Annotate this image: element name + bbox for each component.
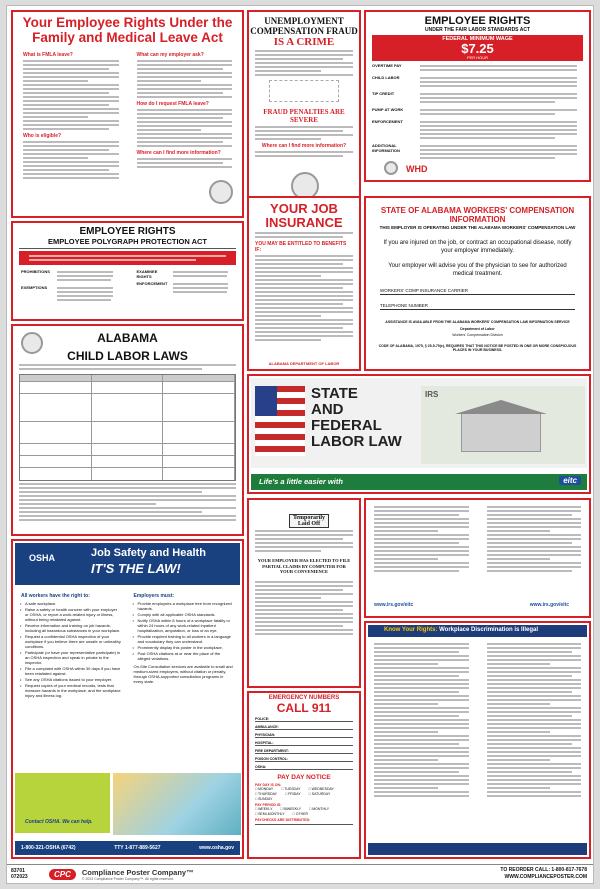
flsa-label-pump: PUMP AT WORK: [372, 107, 404, 112]
workers-comp-physician-text: Your employer will advise you of the physician to see for authorized medical treatment.: [388, 263, 567, 277]
wage-label: FEDERAL MINIMUM WAGE: [442, 36, 513, 42]
whd-logo: WHD: [406, 164, 428, 174]
polygraph-label-exemptions: EXEMPTIONS: [21, 285, 48, 290]
job-insurance-title: YOUR JOB INSURANCE: [265, 201, 343, 230]
minimum-wage-bar: [372, 35, 583, 61]
payday-day-checkbox[interactable]: □ MONDAY: [255, 787, 274, 791]
alabama-seal-icon: [21, 332, 43, 354]
fraud-panel: [247, 10, 361, 218]
labor-law-poster: [6, 5, 594, 884]
brand-block: [82, 868, 194, 881]
payday-period-checkbox[interactable]: □ BIWEEKLY: [280, 807, 302, 811]
polygraph-label-examinee: EXAMINEE RIGHTS: [136, 269, 158, 279]
discrimination-panel: [364, 621, 591, 859]
payday-period-checkbox[interactable]: □ MONTHLY: [309, 807, 330, 811]
fraud-penalties: FRAUD PENALTIES ARE SEVERE: [263, 108, 345, 124]
flag-illustration: [251, 378, 587, 468]
fmla-panel: [11, 10, 244, 218]
laid-off-tag: Temporarily Laid Off: [289, 514, 329, 528]
payday-day-checkbox[interactable]: □ FRIDAY: [285, 792, 301, 796]
flsa-label-tip-credit: TIP CREDIT: [372, 91, 395, 96]
emergency-title: EMERGENCY NUMBERS: [268, 695, 340, 701]
eitc-banner: Life's a little easier with eitc: [251, 474, 587, 490]
child-labor-state: ALABAMA: [97, 331, 158, 345]
fraud-illustration: [269, 80, 339, 102]
workers-comp-carrier-field[interactable]: WORKERS' COMP INSURANCE CARRIER: [380, 288, 575, 295]
fmla-heading-request: How do I request FMLA leave?: [136, 101, 209, 107]
payday-paychecks-label: PAYCHECKS ARE DISTRIBUTED:: [255, 818, 311, 822]
osha-phone: 1-800-321-OSHA (6742): [21, 845, 76, 851]
osha-employer-duty: • Provide employees a workplace free from recognized hazards.: [138, 601, 235, 611]
osha-banner-law: IT'S THE LAW!: [91, 561, 181, 576]
laid-off-panel: [247, 498, 361, 688]
eitc-info-panel: [364, 498, 591, 618]
flsa-subtitle: UNDER THE FAIR LABOR STANDARDS ACT: [425, 27, 530, 33]
reorder-block: [500, 867, 587, 881]
osha-logo: OSHA: [29, 553, 56, 563]
fmla-heading-ask: What can my employer ask?: [136, 52, 204, 58]
payday-day-options: [255, 787, 353, 801]
discrimination-title: Workplace Discrimination is Illegal: [439, 627, 539, 633]
eitc-url-2[interactable]: www.irs.gov/eitc: [529, 602, 569, 608]
fmla-heading-what: What is FMLA leave?: [23, 52, 73, 58]
payday-period-label: PAY PERIOD IS:: [255, 803, 282, 807]
osha-banner-title: Job Safety and Health: [91, 547, 206, 559]
payday-day-label: PAY DAY IS ON:: [255, 783, 282, 787]
emergency-number-field[interactable]: AMBULANCE:: [255, 725, 353, 730]
flsa-label-enforcement: ENFORCEMENT: [372, 119, 403, 124]
flsa-panel: [364, 10, 591, 182]
emergency-number-field[interactable]: HOSPITAL:: [255, 741, 353, 746]
wage-value: $7.25: [461, 41, 494, 56]
payday-period-checkbox[interactable]: □ OTHER: [292, 812, 309, 816]
payday-day-checkbox[interactable]: □ WEDNESDAY: [308, 787, 334, 791]
workers-comp-subtitle: THIS EMPLOYER IS OPERATING UNDER THE ALABAMA WORKERS' COMPENSATION LAW: [379, 225, 576, 230]
payday-day-checkbox[interactable]: □ SATURDAY: [308, 792, 331, 796]
poster-footer: [7, 864, 593, 883]
osha-employers-list: [128, 601, 241, 661]
osha-contact-box: [15, 773, 110, 833]
dol-seal-icon: [209, 180, 233, 204]
osha-workers-list: [15, 601, 128, 698]
fraud-crime: IS A CRIME: [273, 36, 335, 48]
flsa-title: EMPLOYEE RIGHTS: [424, 15, 531, 27]
osha-worker-right: • Request a confidential OSHA inspection of your workplace if you believe there are unsafe or unhealthy conditions.: [25, 634, 122, 649]
discrimination-prefix: Know Your Rights:: [384, 627, 438, 633]
emergency-call-911: CALL 911: [276, 701, 332, 715]
workers-comp-injury-text: If you are injured on the job, or contract an occupational disease, notify your employer immediately.: [383, 240, 572, 254]
osha-employers-column: [128, 591, 241, 699]
osha-worker-right: • Raise a safety or health concern with your employer or OSHA, or report a work-related injury or illness, without being retaliated against.: [25, 607, 122, 622]
osha-worker-right: • See any OSHA citations issued to your employer.: [25, 677, 122, 682]
fmla-heading-info: Where can I find more information?: [136, 150, 221, 156]
emergency-rows: [249, 717, 359, 770]
reorder-phone[interactable]: TO REORDER CALL: 1-800-817-7678: [500, 867, 587, 873]
fmla-title: Your Employee Rights Under the Family and Medical Leave Act: [22, 15, 233, 45]
workers-illustration: [113, 773, 241, 835]
cpc-logo: CPC: [49, 869, 76, 880]
brand-name: Compliance Poster Company™: [81, 867, 194, 877]
brand-copyright: © 2023 Compliance Poster Company™. All rights reserved.: [81, 876, 174, 881]
flsa-label-overtime: OVERTIME PAY: [372, 63, 402, 68]
payday-period-options: [255, 807, 353, 816]
job-insurance-footer: ALABAMA DEPARTMENT OF LABOR: [268, 361, 340, 366]
fmla-heading-eligible: Who is eligible?: [23, 133, 62, 139]
house-illustration: [421, 386, 585, 464]
child-labor-table: [19, 374, 236, 481]
discrimination-footer-bar: [368, 843, 587, 855]
osha-workers-column: [15, 591, 128, 699]
reorder-web[interactable]: WWW.COMPLIANCEPOSTER.COM: [504, 874, 587, 880]
job-insurance-panel: [247, 196, 361, 371]
payday-period-checkbox[interactable]: □ SEMI-MONTHLY: [255, 812, 285, 816]
osha-tty: TTY 1-877-889-5627: [114, 845, 161, 851]
osha-worker-right: • Participate (or have your representative participate) in an OSHA inspection and speak in private to the inspector.: [25, 650, 122, 665]
emergency-number-field[interactable]: OSHA:: [255, 765, 353, 770]
state-federal-panel: [247, 374, 591, 494]
workers-comp-code: CODE OF ALABAMA, 1975, § 25-5-79(e), REQUIRES THAT THIS NOTICE BE POSTED IN ONE OR MORE CONSPICUOUS PLACES IN YOUR BUSINESS.: [378, 343, 577, 352]
workers-comp-phone-field[interactable]: TELEPHONE NUMBER: [380, 303, 575, 310]
payday-day-checkbox[interactable]: □ THURSDAY: [255, 792, 278, 796]
osha-banner: [15, 543, 240, 585]
osha-employer-duty: • Post OSHA citations at or near the place of the alleged violations.: [138, 651, 235, 661]
osha-worker-right: • File a complaint with OSHA within 30 days if you have been retaliated against.: [25, 666, 122, 676]
eitc-url-1[interactable]: www.irs.gov/eitc: [374, 602, 414, 608]
payday-period-checkbox[interactable]: □ WEEKLY: [255, 807, 273, 811]
emergency-number-field[interactable]: POLICE:: [255, 717, 353, 722]
polygraph-panel: [11, 221, 244, 321]
osha-employer-duty: • Prominently display this poster in the workplace.: [138, 645, 235, 650]
polygraph-label-enforcement: ENFORCEMENT: [136, 281, 168, 286]
flsa-label-additional: ADDITIONAL INFORMATION: [372, 143, 400, 153]
polygraph-label-prohibitions: PROHIBITIONS: [21, 269, 50, 274]
workers-comp-panel: [364, 196, 591, 371]
job-insurance-entitled: YOU MAY BE ENTITLED TO BENEFITS IF:: [255, 241, 347, 253]
osha-employers-heading: Employers must:: [133, 593, 175, 599]
emergency-number-field[interactable]: PHYSICIAN:: [255, 733, 353, 738]
fraud-info: Where can I find more information?: [261, 143, 347, 149]
osha-employer-duty: • Comply with all applicable OSHA standards.: [138, 612, 235, 617]
poster-code: 83701 072023: [11, 868, 28, 880]
emergency-number-field[interactable]: FIRE DEPARTMENT:: [255, 749, 353, 754]
payday-day-checkbox[interactable]: □ SUNDAY: [255, 797, 273, 801]
osha-footer: [15, 841, 240, 855]
osha-worker-right: • Request copies of your medical records, tests that measure hazards in the workplace, and the workplace injury and illness log.: [25, 683, 122, 698]
osha-web[interactable]: www.osha.gov: [199, 845, 234, 851]
workers-comp-assist: ASSISTANCE IS AVAILABLE FROM THE ALABAMA WORKERS' COMPENSATION LAW INFORMATION SERVICE: [385, 320, 570, 324]
osha-panel: [11, 539, 244, 859]
discrimination-banner: [368, 625, 587, 637]
payday-title: PAY DAY NOTICE: [277, 774, 331, 781]
osha-employer-duty: • Notify OSHA within 8 hours of a workplace fatality or within 24 hours of any work-related inpatient hospitalization, amputation, or loss of an eye.: [138, 618, 235, 633]
child-labor-title: CHILD LABOR LAWS: [67, 349, 188, 363]
workers-comp-title: STATE OF ALABAMA WORKERS' COMPENSATION INFORMATION: [380, 206, 575, 224]
irs-logo: IRS: [425, 390, 439, 399]
osha-employer-duty: • Provide required training to all workers in a language and vocabulary they can understand.: [138, 634, 235, 644]
state-federal-title: STATE AND FEDERAL LABOR LAW: [311, 385, 402, 450]
child-labor-panel: [11, 324, 244, 536]
eitc-logo: eitc: [559, 476, 581, 485]
osha-contact-text: Contact OSHA. We can help.: [25, 819, 93, 825]
polygraph-title: EMPLOYEE RIGHTS: [79, 226, 176, 237]
osha-worker-right: • A safe workplace.: [25, 601, 122, 606]
polygraph-subtitle: EMPLOYEE POLYGRAPH PROTECTION ACT: [19, 237, 236, 249]
flsa-label-child-labor: CHILD LABOR: [372, 75, 400, 80]
workers-comp-division: Workers' Compensation Division: [452, 333, 503, 337]
emergency-panel: [247, 691, 361, 859]
wage-unit: PER HOUR: [466, 55, 489, 60]
payday-day-checkbox[interactable]: □ TUESDAY: [281, 787, 301, 791]
osha-worker-right: • Receive information and training on job hazards, including all hazardous substances in your workplace.: [25, 623, 122, 633]
emergency-number-field[interactable]: POISON CONTROL:: [255, 757, 353, 762]
dol-seal-icon: [384, 161, 398, 175]
osha-consultation: On-Site Consultation services are available to small and medium-sized employers, without citation or penalty, through OSHA-supported consultation programs in every state.: [133, 664, 233, 684]
fraud-title: UNEMPLOYMENT COMPENSATION FRAUD: [250, 16, 358, 36]
laid-off-employer: YOUR EMPLOYER HAS ELECTED TO FILE PARTIAL CLAIMS BY COMPUTER FOR YOUR CONVENIENCE: [257, 558, 351, 574]
workers-comp-dept: Department of Labor: [460, 326, 495, 331]
osha-workers-heading: All workers have the right to:: [21, 593, 90, 599]
